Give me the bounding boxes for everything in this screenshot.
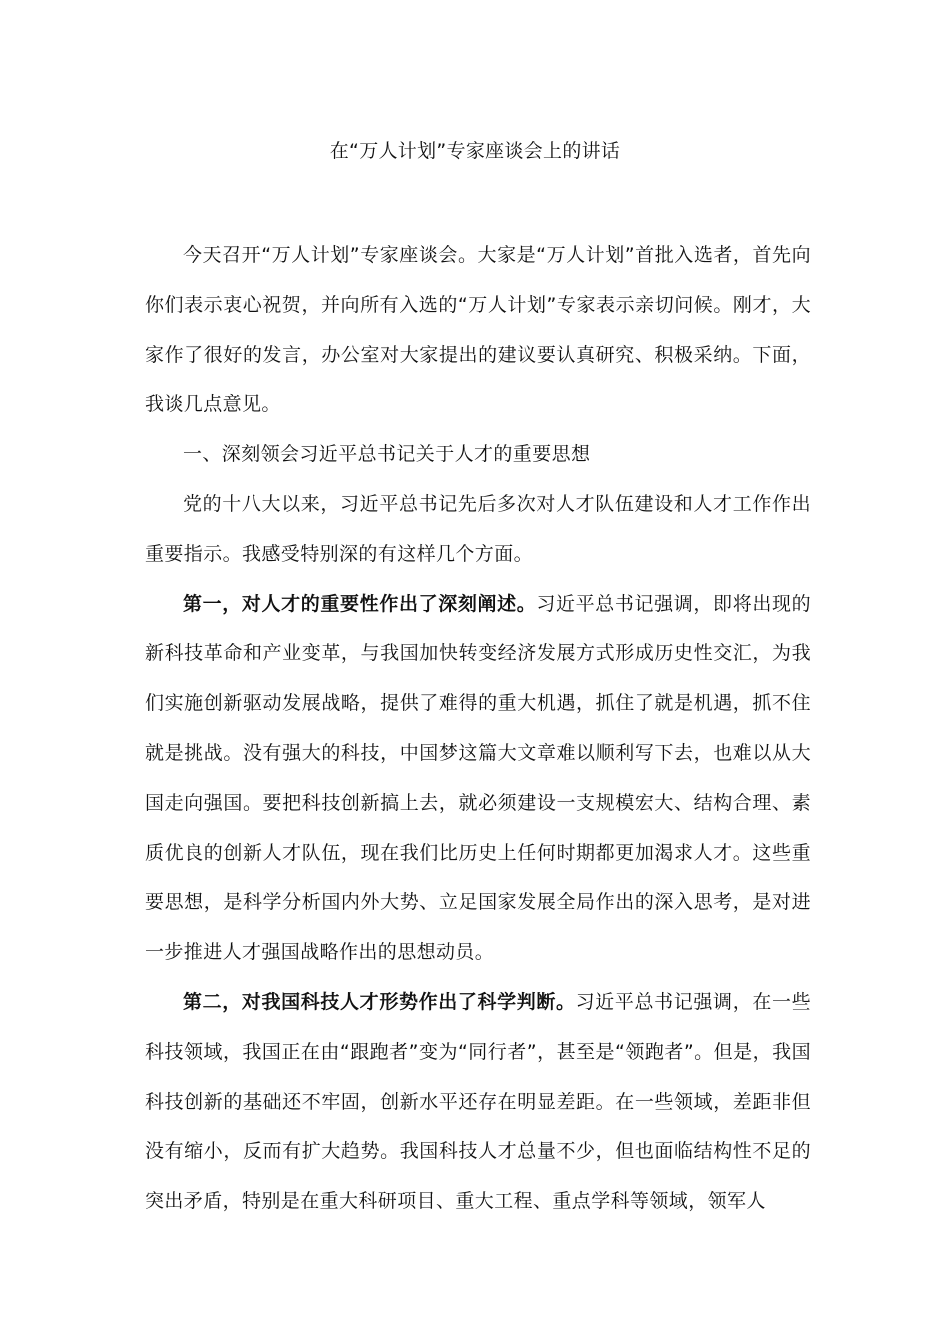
paragraph-text: 今天召开“万人计划”专家座谈会。大家是“万人计划”首批入选者，首先向你们表示衷心祝贺，并向所有入选的“万人计划”专家表示亲切问候。刚才，大家作了很好的发言，办公室对大家提出的建议要认真研究、积极采纳。下面，我谈几点意见。 [145, 244, 811, 416]
paragraph-lead-bold: 第二，对我国科技人才形势作出了科学判断。 [183, 990, 576, 1013]
paragraph-point-2 [145, 978, 811, 1227]
paragraph-text: 党的十八大以来，习近平总书记先后多次对人才队伍建设和人才工作作出重要指示。我感受特别深的有这样几个方面。 [145, 492, 811, 565]
section-heading-text: 一、深刻领会习近平总书记关于人才的重要思想 [183, 443, 591, 466]
paragraph-point-1 [145, 580, 811, 978]
paragraph-opening [145, 231, 811, 430]
paragraph-lead-bold: 第一，对人才的重要性作出了深刻阐述。 [183, 592, 537, 615]
paragraph-text: 习近平总书记强调，在一些科技领域，我国正在由“跟跑者”变为“同行者”，甚至是“领跑者”。但是，我国科技创新的基础还不牢固，创新水平还存在明显差距。在一些领域，差距非但没有缩小，反而有扩大趋势。我国科技人才总量不少，但也面临结构性不足的突出矛盾，特别是在重大科研项目、重大工程、重点学科等领域，领军人 [145, 990, 811, 1213]
document-title: 在“万人计划”专家座谈会上的讲话 [329, 140, 621, 162]
section-heading-1 [145, 430, 811, 480]
paragraph-intro [145, 480, 811, 580]
paragraph-text: 习近平总书记强调，即将出现的新科技革命和产业变革，与我国加快转变经济发展方式形成历史性交汇，为我们实施创新驱动发展战略，提供了难得的重大机遇，抓住了就是机遇，抓不住就是挑战。没有强大的科技，中国梦这篇大文章难以顺利写下去，也难以从大国走向强国。要把科技创新搞上去，就必须建设一支规模宏大、结构合理、素质优良的创新人才队伍，现在我们比历史上任何时期都更加渴求人才。这些重要思想，是科学分析国内外大势、立足国家发展全局作出的深入思考，是对进一步推进人才强国战略作出的思想动员。 [145, 592, 811, 964]
document-body [145, 231, 811, 1227]
